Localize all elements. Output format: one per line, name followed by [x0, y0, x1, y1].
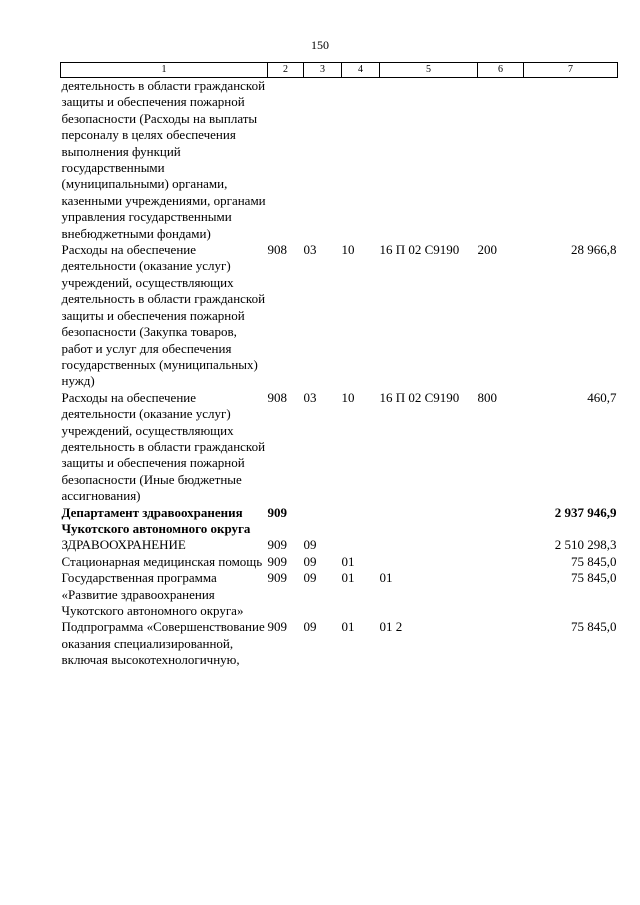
target-article-cell — [380, 554, 478, 570]
ministry-code-cell: 909 — [267, 504, 287, 520]
expense-type-cell — [478, 537, 524, 553]
page-number: 150 — [311, 38, 329, 52]
section-code-cell — [304, 78, 342, 243]
section-code-cell: 03 — [303, 389, 317, 405]
expense-type-cell — [478, 78, 524, 243]
section-code-cell: 09 — [303, 553, 317, 569]
row-name-cell: Подпрограмма «Совершенствование оказания специализированной, включая высокотехнологичную, — [61, 619, 265, 668]
table-row — [61, 554, 618, 570]
subsection-code-cell: 10 — [341, 242, 355, 258]
subsection-code-cell — [342, 78, 380, 243]
table-row — [61, 537, 618, 553]
header-cell: 5 — [380, 63, 478, 78]
table-row — [61, 570, 618, 619]
subsection-code-cell: 01 — [341, 570, 355, 586]
ministry-code-cell: 908 — [267, 242, 287, 258]
target-article-cell — [380, 78, 478, 243]
header-row — [61, 63, 618, 78]
target-article-cell: 16 П 02 С9190 — [379, 389, 460, 405]
target-article-cell — [380, 505, 478, 538]
expense-type-cell — [478, 505, 524, 538]
table-row — [61, 619, 618, 668]
row-name-cell: Государственная программа «Развитие здравоохранения Чукотского автономного округа» — [61, 570, 244, 618]
amount-cell: 460,7 — [587, 389, 617, 405]
expense-type-cell — [478, 554, 524, 570]
header-cell: 2 — [268, 63, 304, 78]
expense-type-cell: 200 — [477, 242, 497, 258]
row-name-cell: Расходы на обеспечение деятельности (оказание услуг) учреждений, осуществляющих деятельность в области гражданской защиты и обеспечения пожарной безопасности (Закупка товаров, работ и услуг для обеспечения государственных (муниципальных) нужд) — [61, 242, 266, 389]
row-name-cell: Департамент здравоохранения Чукотского автономного округа — [61, 504, 251, 536]
target-article-cell: 16 П 02 С9190 — [379, 242, 460, 258]
section-code-cell — [304, 505, 342, 538]
ministry-code-cell — [268, 78, 304, 243]
expense-type-cell: 800 — [477, 389, 497, 405]
ministry-code-cell: 909 — [267, 553, 287, 569]
row-name-cell: ЗДРАВООХРАНЕНИЕ — [61, 537, 186, 553]
target-article-cell — [380, 537, 478, 553]
subsection-code-cell: 10 — [341, 389, 355, 405]
target-article-cell: 01 — [379, 570, 393, 586]
ministry-code-cell: 908 — [267, 389, 287, 405]
header-cell: 6 — [478, 63, 524, 78]
amount-cell: 28 966,8 — [571, 242, 617, 258]
amount-cell: 2 510 298,3 — [554, 537, 617, 553]
section-code-cell: 09 — [303, 619, 317, 635]
amount-cell: 75 845,0 — [571, 553, 617, 569]
subsection-code-cell — [342, 537, 380, 553]
subsection-code-cell: 01 — [341, 619, 355, 635]
header-cell: 1 — [61, 63, 268, 78]
table-row — [61, 505, 618, 538]
expense-type-cell — [478, 570, 524, 619]
table-row — [61, 78, 618, 243]
header-cell: 7 — [524, 63, 618, 78]
header-cell: 3 — [304, 63, 342, 78]
table-row — [61, 390, 618, 505]
subsection-code-cell — [342, 505, 380, 538]
amount-cell — [524, 78, 618, 243]
section-code-cell: 03 — [303, 242, 317, 258]
table-row — [61, 242, 618, 390]
section-code-cell: 09 — [303, 537, 317, 553]
amount-cell: 75 845,0 — [571, 619, 617, 635]
ministry-code-cell: 909 — [267, 537, 287, 553]
ministry-code-cell: 909 — [267, 570, 287, 586]
target-article-cell: 01 2 — [379, 619, 403, 635]
budget-table — [60, 62, 618, 669]
amount-cell: 75 845,0 — [571, 570, 617, 586]
ministry-code-cell: 909 — [267, 619, 287, 635]
amount-cell: 2 937 946,9 — [554, 504, 617, 520]
header-cell: 4 — [342, 63, 380, 78]
row-name-cell: деятельность в области гражданской защиты и обеспечения пожарной безопасности (Расходы на выплаты персоналу в целях обеспечения выполнения функций государственными (муниципальными) органами, казенными учреждениями, органами управления государственными внебюджетными фондами) — [61, 78, 266, 241]
section-code-cell: 09 — [303, 570, 317, 586]
row-name-cell: Стационарная медицинская помощь — [61, 553, 263, 569]
row-name-cell: Расходы на обеспечение деятельности (оказание услуг) учреждений, осуществляющих деятельность в области гражданской защиты и обеспечения пожарной безопасности (Иные бюджетные ассигнования) — [61, 389, 266, 504]
subsection-code-cell: 01 — [341, 553, 355, 569]
expense-type-cell — [478, 619, 524, 668]
